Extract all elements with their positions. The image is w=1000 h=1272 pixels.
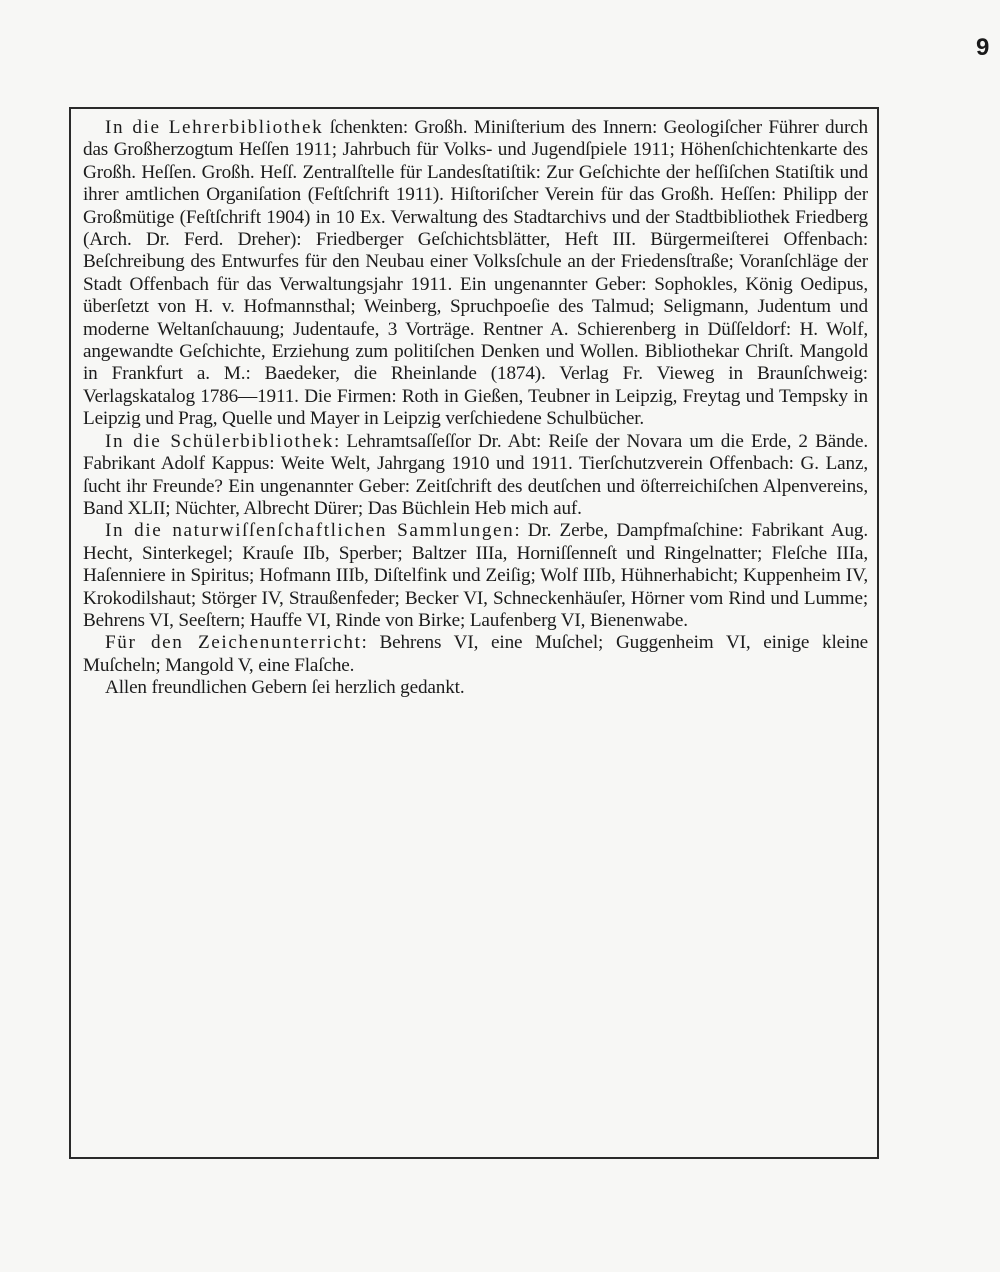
paragraph-teacher-library xyxy=(83,117,868,431)
paragraph-student-library xyxy=(83,431,868,521)
page-number: 9 xyxy=(976,34,990,61)
section-lead-drawing-lessons: Für den Zeichenunterricht xyxy=(105,632,362,654)
text-frame xyxy=(69,107,879,1159)
paragraph-body: : Behrens VI, eine Muſchel; Guggenheim VI, einige kleine Muſcheln; Mangold V, eine Flaſche. xyxy=(83,632,869,676)
paragraph-science-collections xyxy=(83,520,868,632)
paragraph-thanks xyxy=(83,677,868,699)
donations-text xyxy=(83,117,868,700)
paragraph-body: : Lehramtsaſſeſſor Dr. Abt: Reiſe der Novara um die Erde, 2 Bände. Fabrikant Adolf Kappus: Weite Welt, Jahrgang 1910 und 1911. Tierſchutzverein Offenbach: G. Lanz, ſucht ihr Freunde? Ein ungenannter Geber: Zeitſchrift des deutſchen und öſterreichiſchen Alpenvereins, Band XLII; Nüchter, Albrecht Dürer; Das Büchlein Heb mich auf. xyxy=(83,430,868,519)
paragraph-body: ſchenkten: Großh. Miniſterium des Innern: Geologiſcher Führer durch das Großherzogtum Heſſen 1911; Jahrbuch für Volks- und Jugendſpiele 1911; Höhenſchichtenkarte des Großh. Heſſen. Großh. Heſſ. Zentralſtelle für Landesſtatiſtik: Zur Geſchichte der heſſiſchen Statiſtik und ihrer amtlichen Organiſation (Feſtſchrift 1911). Hiſtoriſcher Verein für das Großh. Heſſen: Philipp der Großmütige (Feſtſchrift 1904) in 10 Ex. Verwaltung des Stadtarchivs und der Stadtbibliothek Friedberg (Arch. Dr. Ferd. Dreher): Friedberger Geſchichtsblätter, Heft III. Bürgermeiſterei Offenbach: Beſchreibung des Entwurfes für den Neubau einer Volksſchule an der Friedensſtraße; Voranſchläge der Stadt Offenbach für das Verwaltungsjahr 1911. Ein ungenannter Geber: Sophokles, König Oedipus, überſetzt von H. v. Hofmannsthal; Weinberg, Spruchpoeſie des Talmud; Seligmann, Judentum und moderne Weltanſchauung; Judentaufe, 3 Vorträge. Rentner A. Schierenberg in Düſſeldorf: H. Wolf, angewandte Geſchichte, Erziehung zum politiſchen Denken und Wollen. Bibliothekar Chriſt. Mangold in Frankfurt a. M.: Baedeker, die Rheinlande (1874). Verlag Fr. Vieweg in Braunſchweig: Verlagskatalog 1786—1911. Die Firmen: Roth in Gießen, Teubner in Leipzig, Freytag und Tempsky in Leipzig und Prag, Quelle und Mayer in Leipzig verſchiedene Schulbücher. xyxy=(83,117,868,430)
section-lead-teacher-library: In die Lehrerbibliothek xyxy=(105,117,324,138)
section-lead-student-library: In die Schülerbibliothek xyxy=(105,430,334,452)
section-lead-science-collections: In die naturwiſſenſchaftlichen Sammlungen xyxy=(105,520,515,542)
paragraph-drawing-lessons xyxy=(83,632,868,677)
paragraph-body: Allen freundlichen Gebern ſei herzlich gedankt. xyxy=(105,677,465,699)
paragraph-body: : Dr. Zerbe, Dampfmaſchine: Fabrikant Aug. Hecht, Sinterkegel; Krauſe IIb, Sperber; Baltzer IIIa, Horniſſenneſt und Ringelnatter; Fleſche IIIa, Haſenniere in Spiritus; Hofmann IIIb, Diſtelfink und Zeiſig; Wolf IIIb, Hühnerhabicht; Kuppenheim IV, Krokodilshaut; Störger IV, Straußenfeder; Becker VI, Schneckenhäuſer, Hörner vom Rind und Lumme; Behrens VI, Seeſtern; Hauffe VI, Rinde von Birke; Laufenberg VI, Bienenwabe. xyxy=(83,520,868,631)
